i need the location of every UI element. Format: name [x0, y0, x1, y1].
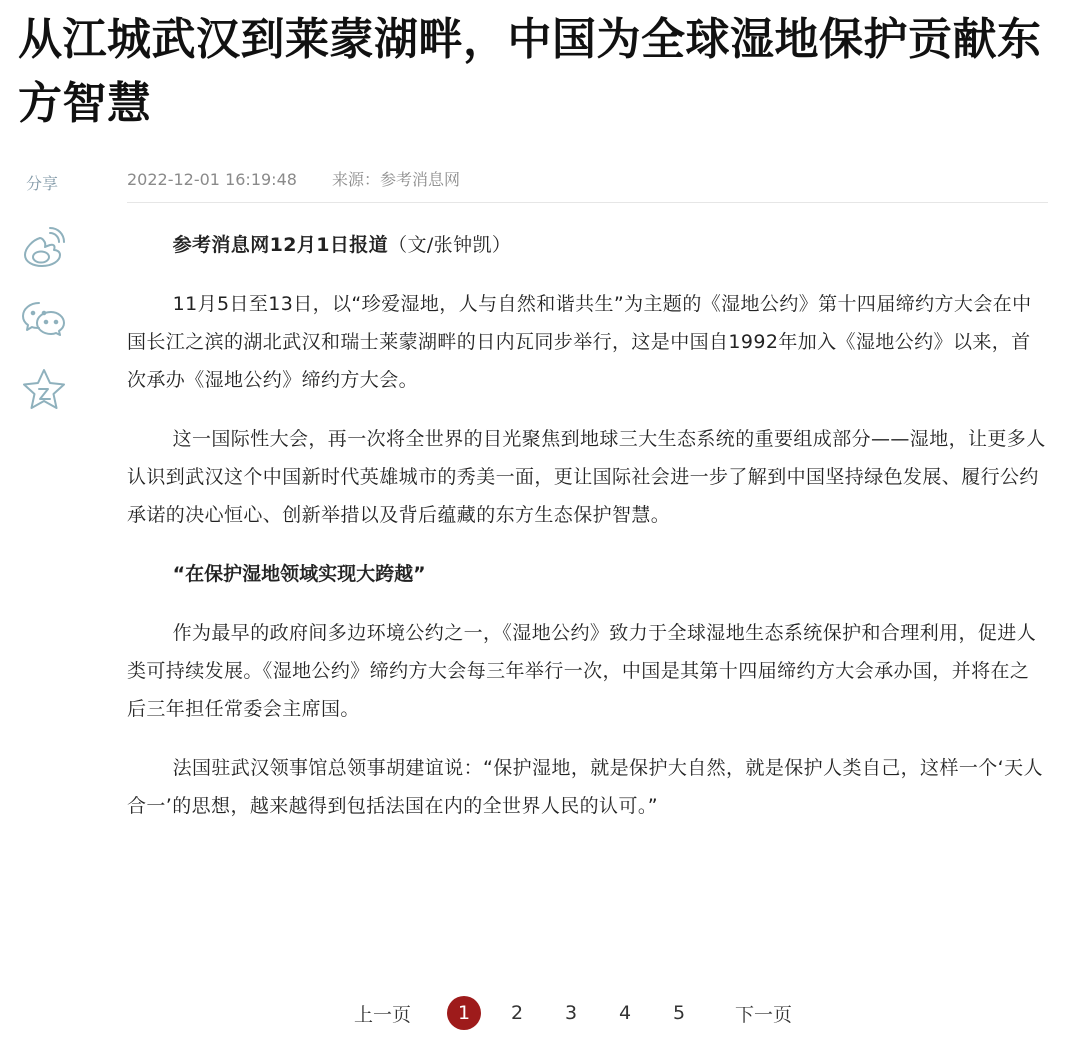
- share-sidebar: [14, 170, 74, 414]
- page-link-4[interactable]: 4: [618, 1002, 632, 1024]
- page-link-2[interactable]: 2: [510, 1002, 524, 1024]
- source-name: 参考消息网: [380, 170, 461, 189]
- lead-paragraph: [127, 226, 1048, 264]
- paragraph-3: 作为最早的政府间多边环境公约之一，《湿地公约》致力于全球湿地生态系统保护和合理利用，促进人类可持续发展。《湿地公约》缔约方大会每三年举行一次，中国是其第十四届缔约方大会承办国，并将在之后三年担任常委会主席国。: [127, 622, 1037, 720]
- paragraph-2: 这一国际性大会，再一次将全世界的目光聚焦到地球三大生态系统的重要组成部分——湿地，让更多人认识到武汉这个中国新时代英雄城市的秀美一面，更让国际社会进一步了解到中国坚持绿色发展、履行公约承诺的决心恒心、创新举措以及背后蕴藏的东方生态保护智慧。: [127, 428, 1046, 526]
- lead-dateline: 参考消息网12月1日报道: [172, 234, 389, 256]
- prev-page-link[interactable]: 上一页: [354, 1003, 412, 1026]
- paragraph-1: 11月5日至13日，以“珍爱湿地，人与自然和谐共生”为主题的《湿地公约》第十四届缔约方大会在中国长江之滨的湖北武汉和瑞士莱蒙湖畔的日内瓦同步举行，这是中国自1992年加入《湿地公约》以来，首次承办《湿地公约》缔约方大会。: [127, 293, 1032, 391]
- lead-byline: （文/张钟凯）: [388, 234, 512, 256]
- section-heading: “在保护湿地领域实现大跨越”: [172, 563, 426, 585]
- article-title: 从江城武汉到莱蒙湖畔，中国为全球湿地保护贡献东方智慧: [18, 14, 1042, 129]
- pagination: [354, 994, 792, 1032]
- article-meta: [127, 166, 1048, 203]
- publish-date: 2022-12-01 16:19:48: [127, 170, 297, 189]
- share-label: 分享: [26, 174, 59, 193]
- next-page-link[interactable]: 下一页: [735, 1003, 793, 1026]
- page-link-3[interactable]: 3: [564, 1002, 578, 1024]
- article-body: [127, 226, 1048, 846]
- source-info: [332, 166, 460, 194]
- paragraph-4: 法国驻武汉领事馆总领事胡建谊说：“保护湿地，就是保护大自然，就是保护人类自己，这样一个‘天人合一’的思想，越来越得到包括法国在内的全世界人民的认可。”: [127, 757, 1043, 817]
- weibo-icon[interactable]: [20, 224, 68, 272]
- page-link-5[interactable]: 5: [672, 1002, 686, 1024]
- page-link-1[interactable]: 1: [447, 996, 481, 1030]
- wechat-icon[interactable]: [20, 295, 68, 343]
- source-label: 来源：: [332, 170, 381, 189]
- star-icon[interactable]: [20, 366, 68, 414]
